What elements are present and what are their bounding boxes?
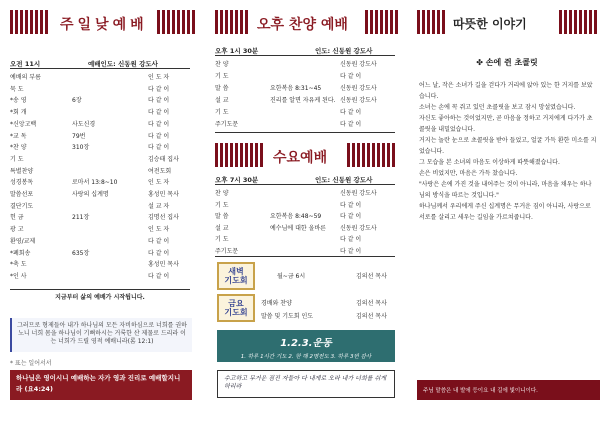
scripture-note: 그러므로 형제들아 내가 하나님의 모든 자비하심으로 너희를 권하노니 너희 몸을 하나님이 기뻐하시는 거룩한 산 제물로 드리라 이는 너희가 드릴 영적 예배니라(롬 12:1): [17, 322, 187, 345]
order-item-person: 다 같 이: [340, 121, 362, 128]
order-item-person: 인 도 자: [148, 74, 170, 81]
story-title: 따뜻한 이야기: [453, 17, 527, 31]
order-row: [215, 71, 400, 83]
order-item-detail: 사랑의 십계명: [72, 191, 109, 198]
order-item-person: 김명선 집사: [148, 214, 179, 222]
order-row: [10, 177, 195, 189]
order-row: [215, 59, 400, 71]
order-item-label: 묵 도: [10, 85, 24, 93]
story-subtitle-wrap: [417, 57, 597, 68]
story-paragraph: 하나님께서 우리에게 주신 십계명은 무거운 짐이 아니라, 사랑으로 서로를 살리고 세우는 길임을 가르쳐줍니다.: [419, 203, 591, 221]
wednesday-leader: 인도: 신동원 강도사: [315, 176, 373, 184]
closing-label: 지금부터 삶의 예배가 시작됩니다.: [55, 294, 145, 301]
stripe-decoration: [363, 10, 398, 34]
order-item-label: *교 독: [10, 132, 27, 140]
stripe-decoration: [215, 143, 265, 167]
story-paragraph: 그 모습을 본 소녀의 마음도 이상하게 따뜻해졌습니다.: [419, 159, 560, 166]
wednesday-time: 오후 7시 30분: [215, 176, 259, 184]
story-paragraph: 자신도 좋아하는 것이었지만, 곧 마음을 정하고 거지에게 다가가 초콜릿을 내밀었습니다.: [419, 115, 593, 133]
movement-items: 1. 하루 1시간 기도 2. 한 해 2명전도 3. 하루 3번 감사: [240, 354, 372, 360]
afternoon-time: 오후 1시 30분: [215, 47, 259, 55]
order-item-detail: 635장: [72, 249, 90, 257]
order-item-detail: 로마서 13:8~10: [72, 179, 118, 187]
divider: [10, 68, 190, 69]
divider: [215, 256, 395, 257]
story-paragraph: "사랑은 손에 가진 것을 내어주는 것이 아니라, 마음을 채우는 하나님의 방식을 따르는 것입니다.": [419, 181, 592, 199]
order-item-person: 신동원 강도사: [340, 85, 377, 92]
order-item-label: 주기도문: [215, 121, 239, 128]
order-item-detail: 예수님에 대한 올바른: [270, 224, 326, 232]
stripe-decoration: [417, 10, 447, 34]
order-item-label: 기 도: [215, 73, 229, 80]
standing-label: * 표는 일어서서: [10, 360, 52, 367]
order-row: [10, 131, 195, 143]
order-item-person: 여전도회: [148, 167, 172, 175]
story-paragraph: 어느 날, 작은 소녀가 길을 걷다가 거리에 앉아 있는 한 거지를 보았습니다.: [419, 82, 593, 100]
order-item-label: 찬 양: [215, 61, 229, 68]
order-item-person: 다 같 이: [148, 249, 170, 257]
order-item-label: 설 교: [215, 97, 229, 104]
order-row: [215, 95, 400, 107]
order-row: [10, 84, 195, 96]
order-item-person: 홍성민 목사: [148, 191, 179, 198]
order-item-label: 기 도: [215, 109, 229, 116]
afternoon-title-bar: [215, 10, 400, 34]
order-item-label: *폐회송: [10, 249, 31, 257]
divider: [10, 289, 190, 290]
order-item-label: 성경봉독: [10, 179, 34, 187]
story-column: [405, 0, 600, 424]
order-item-detail: 사도신경: [72, 120, 96, 128]
sunday-service-title: 주일낮예배: [60, 17, 148, 33]
closing-text: [10, 292, 190, 304]
order-item-detail: 진리를 알면 자유케 된다.: [270, 97, 336, 104]
story-body: [419, 80, 597, 223]
order-item-label: *송 영: [10, 97, 27, 105]
order-item-label: 특별찬양: [10, 167, 34, 175]
story-subtitle-row: [417, 57, 597, 69]
order-item-person: 신동원 강도사: [340, 61, 377, 68]
order-item-label: 환영/교제: [10, 237, 36, 245]
order-row: [215, 223, 400, 235]
order-row: [10, 95, 195, 107]
order-item-person: 설 교 자: [148, 202, 170, 210]
order-item-label: 말씀 및 기도회 인도: [261, 313, 314, 320]
order-item-label: *회 개: [10, 109, 27, 117]
order-row: [10, 166, 195, 178]
friday-label-2: 기도회: [224, 308, 248, 317]
order-item-label: *축 도: [10, 261, 27, 269]
order-item-person: 다 같 이: [340, 236, 362, 243]
order-item-person: 다 같 이: [340, 109, 362, 116]
service-leader: 예배인도: 신동원 강도사: [88, 60, 158, 68]
order-item-person: 인 도 자: [148, 226, 170, 234]
order-item-label: *찬 양: [10, 144, 27, 152]
order-item-person: 김의선 목사: [356, 300, 387, 307]
order-item-detail: 79번: [72, 132, 86, 140]
order-row: [10, 142, 195, 154]
order-item-person: 다 같 이: [148, 272, 170, 280]
order-row: [215, 188, 400, 200]
order-item-person: 김승태 집사: [148, 155, 179, 163]
wednesday-title-bar: [215, 143, 400, 167]
order-item-person: 다 같 이: [148, 85, 170, 93]
order-item-person: 인 도 자: [148, 179, 170, 187]
order-item-detail: 요한복음 8:31~45: [270, 85, 322, 92]
story-paragraph: 손은 비었지만, 마음은 가득 찼습니다.: [419, 170, 518, 177]
order-item-label: 말 씀: [215, 213, 229, 220]
order-item-detail: 211장: [72, 214, 90, 222]
dawn-time: 월~금 6시: [277, 273, 306, 280]
order-item-person: 신동원 강도사: [340, 190, 377, 197]
story-title-bar: [417, 10, 600, 34]
order-row: [10, 189, 195, 201]
story-subtitle: 손에 쥔 초콜릿: [485, 58, 538, 67]
order-row: [215, 83, 400, 95]
order-item-label: 기 도: [215, 236, 229, 243]
friday-label-1: 금요: [228, 299, 244, 308]
order-item-person: 다 같 이: [340, 201, 362, 209]
scripture-note-box: [10, 318, 192, 352]
order-item-person: 홍성민 목사: [148, 261, 179, 269]
order-item-label: 기 도: [10, 155, 24, 163]
dawn-label-2: 기도회: [224, 276, 248, 285]
divider: [215, 55, 395, 56]
stripe-decoration: [345, 143, 395, 167]
order-row: [10, 72, 195, 84]
wednesday-service-title: 수요예배: [273, 150, 328, 166]
quote-box: 수고하고 무거운 짐진 자들아 다 내게로 오라 내가 너희를 쉬게 하리라: [217, 370, 395, 398]
afternoon-service-column: [205, 0, 400, 424]
order-row: [10, 201, 195, 213]
footer-verse-bar: [417, 380, 600, 400]
order-row: [215, 234, 400, 246]
order-item-person: 다 같 이: [340, 247, 362, 255]
order-item-label: 찬 양: [215, 190, 229, 197]
order-item-detail: 6장: [72, 97, 82, 105]
divider: [215, 132, 395, 133]
order-row: [10, 248, 195, 260]
stripe-decoration: [155, 10, 195, 34]
order-item-label: 광 고: [10, 226, 24, 234]
order-item-label: 예배의 부름: [10, 74, 41, 81]
standing-note: [10, 358, 130, 370]
order-row: [215, 119, 400, 131]
order-item-label: 설 교: [215, 224, 229, 232]
order-item-label: 헌 금: [10, 214, 24, 222]
order-item-person: 다 같 이: [148, 109, 170, 117]
order-row: [10, 224, 195, 236]
story-paragraph: 소녀는 손에 꼭 쥐고 있던 초콜릿을 보고 잠시 망설였습니다.: [419, 104, 576, 111]
dawn-prayer-row: [261, 271, 396, 283]
movement-banner: [217, 330, 395, 362]
order-row: [10, 259, 195, 271]
friday-prayer-tag: [217, 294, 255, 322]
order-row: [215, 211, 400, 223]
order-row: [10, 236, 195, 248]
stripe-decoration: [215, 10, 250, 34]
afternoon-service-title: 오후 찬양 예배: [257, 17, 348, 33]
order-item-person: 다 같 이: [148, 144, 170, 152]
movement-title: 1.2.3.운동: [280, 338, 332, 349]
order-item-person: 다 같 이: [148, 237, 170, 245]
sunday-title-bar: [10, 10, 195, 34]
order-item-person: 다 같 이: [340, 73, 362, 80]
order-item-person: 신동원 강도사: [340, 224, 377, 232]
order-item-detail: 310장: [72, 144, 90, 152]
order-item-person: 다 같 이: [340, 213, 362, 220]
dawn-leader: 김의선 목사: [356, 273, 387, 280]
order-item-person: 다 같 이: [148, 120, 170, 128]
story-paragraph: 거지는 놀란 눈으로 초콜릿을 받아 들었고, 얼굴 가득 환한 미소를 지었습니다.: [419, 137, 597, 155]
sunday-service-column: [0, 0, 200, 424]
order-row: [10, 212, 195, 224]
order-row: [215, 107, 400, 119]
order-item-person: 김의선 목사: [356, 313, 387, 320]
order-row: [10, 107, 195, 119]
divider: [215, 184, 395, 185]
verse-banner: 하나님은 영이시니 예배하는 자가 영과 진리로 예배할지니라 (요4:24): [10, 370, 192, 400]
service-time: 오전 11시: [10, 60, 41, 68]
order-row: [10, 119, 195, 131]
stripe-decoration: [10, 10, 50, 34]
order-item-person: 다 같 이: [148, 97, 170, 105]
order-item-person: 다 같 이: [148, 132, 170, 140]
order-item-label: 말 씀: [215, 85, 229, 92]
clover-icon: ✤: [476, 58, 486, 67]
order-row: [10, 271, 195, 283]
order-item-label: 기 도: [215, 201, 229, 209]
order-item-detail: 요한복음 8:48~59: [270, 213, 322, 220]
order-item-label: *신앙고백: [10, 120, 37, 128]
order-item-label: 주기도문: [215, 247, 239, 255]
dawn-label-1: 새벽: [228, 267, 244, 276]
order-item-label: 말씀선포: [10, 191, 34, 198]
stripe-decoration: [557, 10, 597, 34]
order-item-label: *인 사: [10, 272, 27, 280]
order-item-label: 경배와 찬양: [261, 300, 292, 307]
afternoon-leader: 인도: 신동원 강도사: [315, 47, 373, 55]
footer-verse: 주님 말씀은 내 발에 등이요 내 길에 빛이니이다.: [423, 388, 538, 394]
dawn-prayer-tag: [217, 262, 255, 290]
order-item-label: 결단기도: [10, 202, 34, 210]
order-item-person: 신동원 강도사: [340, 97, 377, 104]
order-row: [10, 154, 195, 166]
order-row: [215, 200, 400, 212]
